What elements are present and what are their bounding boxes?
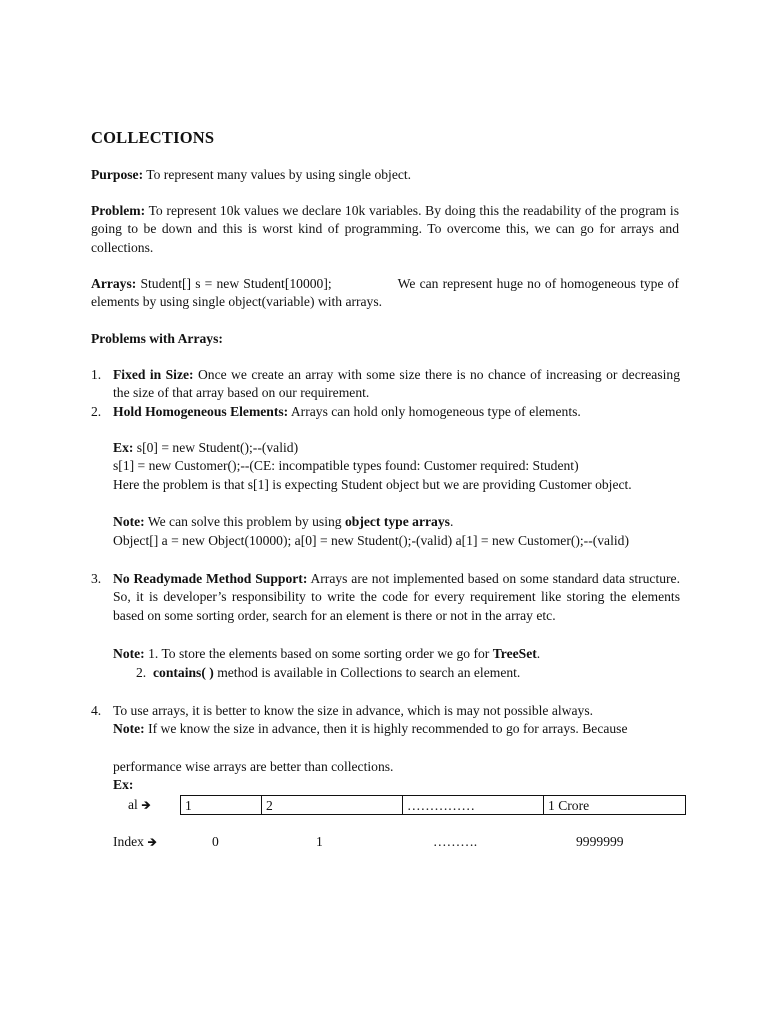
note-bold: object type arrays <box>344 514 450 529</box>
list-number: 1. <box>91 367 102 382</box>
list-item <box>91 702 680 720</box>
item-label: Fixed in Size: <box>113 367 194 382</box>
item-text: To use arrays, it is better to know the size in advance, which is may not possible always. <box>113 703 594 718</box>
item-text: Once we create an array with some size there is no chance of increasing or decreasing the size of that array based on our requirement. <box>113 367 680 401</box>
arrays-label: Arrays: <box>91 276 137 291</box>
item-text: Arrays can hold only homogeneous type of elements. <box>288 404 581 419</box>
purpose-paragraph <box>91 166 679 184</box>
note-line: 2. contains( ) method is available in Collections to search an element. <box>136 665 521 680</box>
list-number: 4. <box>91 703 102 718</box>
code-line: Object[] a = new Object(10000); a[0] = new Student();-(valid) a[1] = new Customer();--(valid) <box>113 533 629 548</box>
index-value: ………. <box>433 834 478 849</box>
ex-code: s[0] = new Student();--(valid) <box>133 440 299 455</box>
arrays-code: Student[] s = new Student[10000]; <box>136 276 332 291</box>
example-line: s[1] = new Customer();--(CE: incompatible types found: Customer required: Student) <box>113 458 579 473</box>
purpose-label: Purpose: <box>91 167 144 182</box>
list-item <box>91 403 680 421</box>
note-label: Note: <box>113 514 145 529</box>
item-text: Arrays are not implemented based on some standard data structure. So, it is developer’s responsibility to write the code for every requirement like storing the elements based on some sorting order, search for an element is there or not in the array etc. <box>113 571 680 623</box>
array-diagram <box>180 795 686 815</box>
index-value: 1 <box>316 834 323 849</box>
arrays-paragraph <box>91 275 679 312</box>
ex-label: Ex: <box>113 777 134 792</box>
array-cell: 1 <box>181 796 262 815</box>
note-bold: contains( ) <box>153 665 214 680</box>
arrays-text: We can represent huge no of homogeneous type of elements by using single object(variable) with arrays. <box>91 276 679 310</box>
note-label: Note: <box>113 721 145 736</box>
note-line: Note: 1. To store the elements based on some sorting order we go for TreeSet. <box>113 646 541 661</box>
example-line <box>113 439 680 457</box>
problems-heading: Problems with Arrays: <box>91 331 223 346</box>
problem-label: Problem: <box>91 203 146 218</box>
note-label: Note: <box>113 646 145 661</box>
table-row <box>181 796 686 815</box>
note-continuation: performance wise arrays are better than collections. <box>113 759 394 774</box>
index-label: Index 🡺 <box>113 834 158 849</box>
problem-paragraph <box>91 202 679 257</box>
item-label: Hold Homogeneous Elements: <box>113 404 289 419</box>
ex-label: Ex: <box>113 440 134 455</box>
arrow-right-icon: 🡺 <box>147 835 158 849</box>
note-bold: TreeSet <box>492 646 537 661</box>
array-cell: …………… <box>403 796 544 815</box>
index-value: 9999999 <box>576 834 624 849</box>
index-value: 0 <box>212 834 219 849</box>
explanation-text: Here the problem is that s[1] is expecting Student object but we are providing Customer object. <box>113 477 632 492</box>
list-item <box>91 366 680 403</box>
page-title: COLLECTIONS <box>91 128 215 147</box>
list-item <box>91 570 680 625</box>
problem-text: To represent 10k values we declare 10k variables. By doing this the readability of the program is going to be down and this is worst kind of programming. To overcome this, we can go for arrays and collections. <box>91 203 679 255</box>
array-cell: 1 Crore <box>544 796 686 815</box>
array-cell: 2 <box>262 796 403 815</box>
list-number: 2. <box>91 404 102 419</box>
note-line: Note: We can solve this problem by using object type arrays. <box>113 514 454 529</box>
note-line: Note: If we know the size in advance, then it is highly recommended to go for arrays. Because <box>113 721 628 736</box>
purpose-text: To represent many values by using single object. <box>143 167 412 182</box>
arrow-right-icon: 🡺 <box>141 798 151 812</box>
item-label: No Readymade Method Support: <box>113 571 308 586</box>
al-label: al 🡺 <box>128 797 151 812</box>
list-number: 3. <box>91 571 102 586</box>
